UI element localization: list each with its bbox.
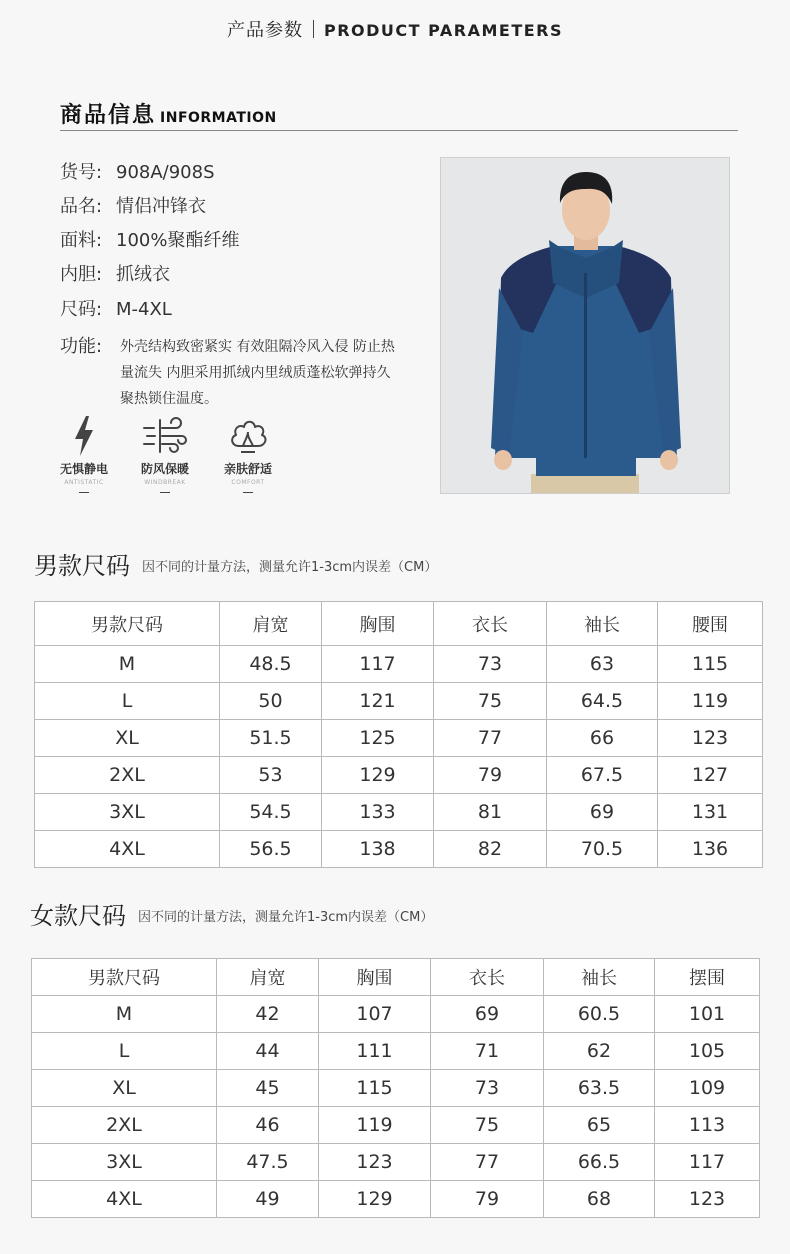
table-cell: 47.5	[217, 1144, 319, 1181]
table-cell: 79	[434, 757, 547, 794]
table-header-cell: 摆围	[655, 959, 760, 996]
info-value: 100%聚酯纤维	[116, 230, 240, 251]
table-cell: 51.5	[220, 720, 322, 757]
info-section-title	[60, 98, 277, 129]
table-row	[35, 794, 763, 831]
info-value: 抓绒衣	[116, 264, 170, 285]
info-title-zh: 商品信息	[60, 103, 157, 128]
product-photo	[440, 157, 730, 494]
feature-windbreak	[130, 414, 200, 493]
table-row	[35, 646, 763, 683]
table-row	[32, 996, 760, 1033]
table-cell: 133	[322, 794, 434, 831]
table-cell: 63	[547, 646, 658, 683]
table-row	[32, 1181, 760, 1218]
table-cell: XL	[35, 720, 220, 757]
women-size-table	[31, 958, 760, 1218]
men-size-note: 因不同的计量方法，测量允许1-3cm内误差（CM）	[142, 560, 438, 575]
table-cell: 75	[434, 683, 547, 720]
table-cell: 63.5	[544, 1070, 655, 1107]
table-cell: 77	[431, 1144, 544, 1181]
table-cell: 48.5	[220, 646, 322, 683]
table-cell: 44	[217, 1033, 319, 1070]
table-cell: 117	[322, 646, 434, 683]
feature-dash	[160, 492, 170, 493]
table-cell: 3XL	[32, 1144, 217, 1181]
table-cell: 127	[658, 757, 763, 794]
table-cell: 136	[658, 831, 763, 868]
table-cell: 70.5	[547, 831, 658, 868]
feature-label: 亲肤舒适	[223, 462, 272, 476]
table-cell: 49	[217, 1181, 319, 1218]
table-header-row	[32, 959, 760, 996]
table-header-cell: 男款尺码	[35, 602, 220, 646]
table-cell: 45	[217, 1070, 319, 1107]
table-cell: M	[32, 996, 217, 1033]
table-cell: 4XL	[35, 831, 220, 868]
header-title-zh: 产品参数	[226, 20, 303, 41]
feature-dash	[243, 492, 253, 493]
function-label: 功能:	[60, 336, 103, 357]
table-cell: 129	[319, 1181, 431, 1218]
table-header-cell: 衣长	[431, 959, 544, 996]
table-cell: 46	[217, 1107, 319, 1144]
table-header-cell: 肩宽	[217, 959, 319, 996]
feature-dash	[79, 492, 89, 493]
table-cell: 115	[658, 646, 763, 683]
info-value: 情侣冲锋衣	[116, 196, 206, 217]
info-divider	[60, 130, 738, 131]
table-cell: L	[32, 1033, 217, 1070]
lightning-icon	[49, 414, 119, 458]
info-key: 尺码:	[60, 299, 103, 320]
table-row	[32, 1033, 760, 1070]
table-row	[32, 1144, 760, 1181]
table-cell: 60.5	[544, 996, 655, 1033]
table-cell: 131	[658, 794, 763, 831]
info-key: 品名:	[60, 196, 103, 217]
info-key: 内胆:	[60, 264, 103, 285]
wind-icon	[130, 414, 200, 458]
info-value: M-4XL	[116, 299, 172, 320]
women-size-section-title	[30, 896, 433, 931]
table-row	[35, 720, 763, 757]
table-cell: 4XL	[32, 1181, 217, 1218]
table-cell: 123	[658, 720, 763, 757]
table-cell: 119	[658, 683, 763, 720]
table-cell: 62	[544, 1033, 655, 1070]
function-text: 外壳结构致密紧实 有效阻隔冷风入侵 防止热量流失 内胆采用抓绒内里绒质蓬松软弹持久聚热锁住温度。	[120, 339, 395, 407]
table-cell: 109	[655, 1070, 760, 1107]
header-title-en: PRODUCT PARAMETERS	[323, 21, 564, 40]
table-cell: 69	[431, 996, 544, 1033]
table-header-cell: 腰围	[658, 602, 763, 646]
cotton-icon	[213, 414, 283, 458]
jacket-model-illustration	[441, 158, 730, 494]
table-row	[35, 683, 763, 720]
table-cell: 2XL	[35, 757, 220, 794]
table-cell: 138	[322, 831, 434, 868]
table-header-cell: 肩宽	[220, 602, 322, 646]
table-cell: 113	[655, 1107, 760, 1144]
table-row	[35, 831, 763, 868]
info-row-item-no	[60, 158, 215, 184]
table-row	[32, 1107, 760, 1144]
table-cell: 50	[220, 683, 322, 720]
table-cell: 68	[544, 1181, 655, 1218]
table-cell: 73	[434, 646, 547, 683]
table-cell: 73	[431, 1070, 544, 1107]
feature-label: 防风保暖	[140, 462, 189, 476]
table-header-cell: 胸围	[322, 602, 434, 646]
feature-label: 无惧静电	[59, 462, 108, 476]
men-size-section-title	[34, 546, 437, 581]
table-cell: 82	[434, 831, 547, 868]
table-header-cell: 袖长	[544, 959, 655, 996]
feature-label-en: WINDBREAK	[144, 479, 186, 486]
table-header-cell: 袖长	[547, 602, 658, 646]
table-cell: M	[35, 646, 220, 683]
table-cell: 42	[217, 996, 319, 1033]
table-cell: 115	[319, 1070, 431, 1107]
table-cell: 123	[655, 1181, 760, 1218]
table-cell: 123	[319, 1144, 431, 1181]
table-cell: 2XL	[32, 1107, 217, 1144]
table-cell: XL	[32, 1070, 217, 1107]
info-value: 908A/908S	[116, 162, 215, 183]
info-row-lining	[60, 260, 170, 286]
men-size-table	[34, 601, 763, 868]
table-cell: 125	[322, 720, 434, 757]
info-row-size	[60, 295, 172, 321]
table-cell: 66	[547, 720, 658, 757]
table-cell: 119	[319, 1107, 431, 1144]
table-cell: 107	[319, 996, 431, 1033]
table-cell: 77	[434, 720, 547, 757]
table-cell: 101	[655, 996, 760, 1033]
page-header	[0, 16, 790, 44]
info-row-product-name	[60, 192, 206, 218]
women-size-title: 女款尺码	[30, 902, 126, 930]
men-size-title: 男款尺码	[34, 552, 130, 580]
table-row	[32, 1070, 760, 1107]
table-cell: 64.5	[547, 683, 658, 720]
table-cell: 56.5	[220, 831, 322, 868]
feature-comfort	[213, 414, 283, 493]
table-cell: 69	[547, 794, 658, 831]
table-header-cell: 胸围	[319, 959, 431, 996]
feature-antistatic	[49, 414, 119, 493]
table-cell: 111	[319, 1033, 431, 1070]
table-cell: 65	[544, 1107, 655, 1144]
info-key: 货号:	[60, 162, 103, 183]
table-cell: 3XL	[35, 794, 220, 831]
table-header-row	[35, 602, 763, 646]
table-cell: 67.5	[547, 757, 658, 794]
table-header-cell: 衣长	[434, 602, 547, 646]
table-cell: 66.5	[544, 1144, 655, 1181]
header-divider	[313, 20, 314, 38]
table-cell: 54.5	[220, 794, 322, 831]
table-cell: 79	[431, 1181, 544, 1218]
table-cell: 81	[434, 794, 547, 831]
table-header-cell: 男款尺码	[32, 959, 217, 996]
table-cell: 121	[322, 683, 434, 720]
info-title-en: INFORMATION	[160, 110, 277, 126]
table-cell: L	[35, 683, 220, 720]
table-cell: 129	[322, 757, 434, 794]
table-cell: 105	[655, 1033, 760, 1070]
table-cell: 71	[431, 1033, 544, 1070]
feature-label-en: COMFORT	[231, 479, 265, 486]
women-size-note: 因不同的计量方法，测量允许1-3cm内误差（CM）	[138, 910, 434, 925]
info-row-fabric	[60, 226, 239, 252]
table-cell: 53	[220, 757, 322, 794]
table-cell: 75	[431, 1107, 544, 1144]
table-cell: 117	[655, 1144, 760, 1181]
table-row	[35, 757, 763, 794]
info-key: 面料:	[60, 230, 103, 251]
feature-label-en: ANTISTATIC	[64, 479, 104, 486]
